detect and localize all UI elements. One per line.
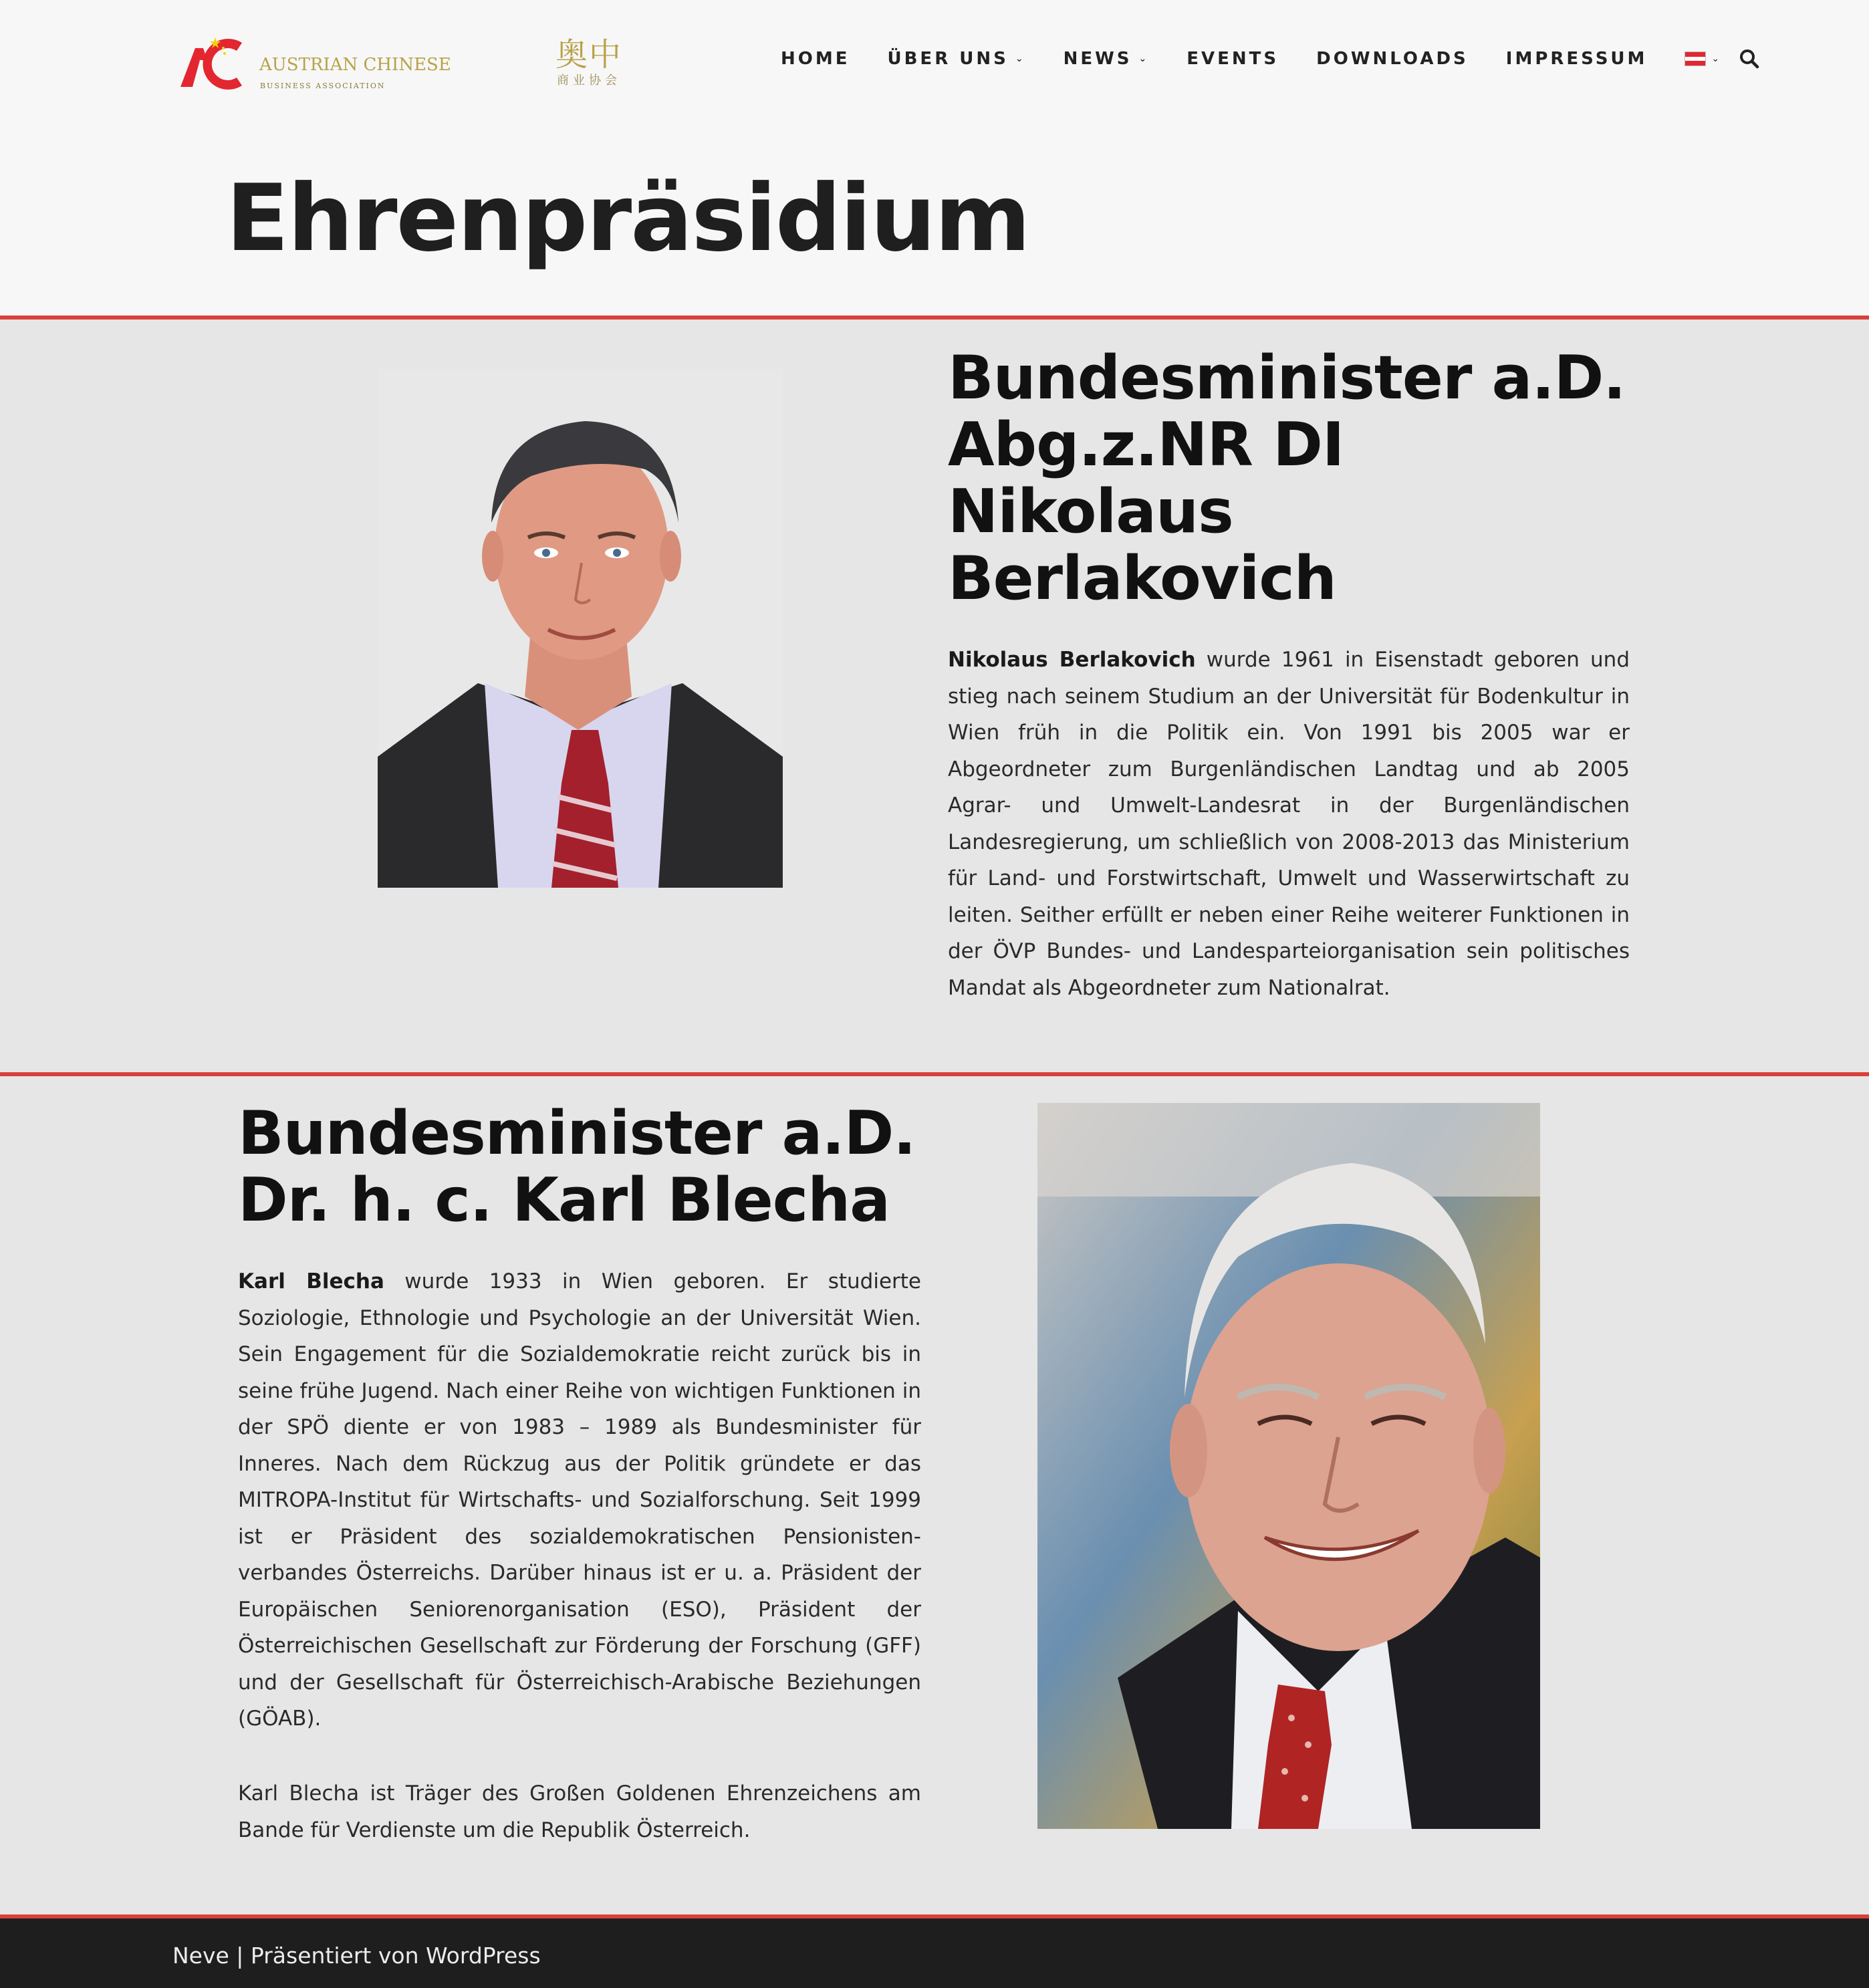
member-bio-blecha-extra: Karl Blecha ist Träger des Großen Goldenen Ehrenzeichens am Bande für Verdienste um die Republik Österreich. (238, 1781, 921, 1842)
member-bio-blecha (238, 1263, 921, 1737)
chevron-down-icon: ⌄ (1138, 53, 1150, 64)
bio-text: wurde 1961 in Eisenstadt geboren und stieg nach seinem Studium an der Universität für Bodenkultur in Wien früh in die Politik ein. Von 1991 bis 2005 war er Abgeordneter zum Burgenländischen Landtag und ab 2005 Agrar- und Umwelt-Landesrat in der Burgenländischen Landesregierung, um schließlich von 2008-2013 das Ministerium für Land- und Forstwirtschaft, Umwelt und Wasserwirtschaft zu leiten. Seither erfüllt er neben einer Reihe weiterer Funktionen in der ÖVP Bundes- und Landesparteiorganisation sein politisches Mandat als Abgeordneter zum Nationalrat. (948, 648, 1630, 1000)
name-line: Bundesminister a.D. (238, 1098, 916, 1168)
site-logo[interactable] (175, 28, 456, 95)
chinese-logo-sub: 商业协会 (557, 74, 621, 88)
member-name-blecha (238, 1100, 933, 1234)
main-nav (781, 47, 1759, 71)
nav-impressum-label: IMPRESSUM (1505, 49, 1648, 69)
search-icon[interactable] (1739, 49, 1759, 69)
name-line: Dr. h. c. Karl Blecha (238, 1165, 890, 1235)
nav-impressum[interactable] (1506, 49, 1648, 69)
bio-text: wurde 1933 in Wien geboren. Er studierte Soziologie, Ethnologie und Psychologie an der Universität Wien. Sein Engagement für die Sozialdemokratie reicht zurück bis in seine frühe Jugend. Nach einer Reihe von wichtigen Funktionen in der SPÖ diente er von 1983 – 1989 als Bundesminister für Inneres. Nach dem Rückzug aus der Politik gründete er das MITROPA-Institut für Wirtschafts- und Sozialforschung. Seit 1999 ist er Präsident des sozialdemokratischen Pensionisten-verbandes Österreichs. Darüber hinaus ist er u. a. Präsident der Europäischen Seniorenorganisation (ESO), Präsident der Österreichischen Gesellschaft zur Förderung der Forschung (GFF) und der Gesellschaft für Österreichisch-Arabische Beziehungen (GÖAB). (238, 1269, 921, 1731)
nav-ueber-uns-label: ÜBER UNS (887, 49, 1009, 69)
logo-brand-text: AUSTRIAN CHINESE (259, 55, 451, 75)
member-name-berlakovich (948, 345, 1643, 612)
bio-name-bold: Karl Blecha (238, 1269, 384, 1293)
nav-events-label: EVENTS (1187, 49, 1279, 69)
footer-credit[interactable]: Neve | Präsentiert von WordPress (172, 1943, 541, 1969)
name-line: Abg.z.NR DI (948, 410, 1344, 480)
site-footer (0, 1914, 1869, 1988)
chinese-logo-main: 奥中 (555, 36, 622, 74)
nav-home[interactable] (781, 49, 850, 69)
nav-news[interactable] (1064, 49, 1150, 69)
bio-name-bold: Nikolaus Berlakovich (948, 648, 1196, 672)
portrait-berlakovich (378, 369, 783, 888)
chevron-down-icon: ⌄ (1015, 53, 1026, 64)
page-title: Ehrenpräsidium (226, 164, 1029, 272)
chinese-logo[interactable] (552, 36, 626, 96)
nav-news-label: NEWS (1063, 49, 1132, 69)
portrait-blecha (1037, 1103, 1540, 1829)
site-header (0, 0, 1869, 114)
name-line: Berlakovich (948, 543, 1336, 614)
language-switcher[interactable] (1685, 51, 1719, 66)
acba-logo-icon (175, 28, 249, 95)
name-line: Bundesminister a.D. (948, 343, 1626, 413)
nav-ueber-uns[interactable] (888, 49, 1026, 69)
nav-downloads-label: DOWNLOADS (1316, 49, 1469, 69)
nav-events[interactable] (1187, 49, 1279, 69)
austria-flag-icon (1685, 51, 1706, 66)
name-line: Nikolaus (948, 477, 1233, 547)
logo-sub-text: BUSINESS ASSOCIATION (260, 82, 386, 90)
nav-home-label: HOME (781, 49, 850, 69)
nav-downloads[interactable] (1316, 49, 1469, 69)
chevron-down-icon: ⌄ (1711, 53, 1720, 64)
member-bio-berlakovich (948, 642, 1630, 1006)
